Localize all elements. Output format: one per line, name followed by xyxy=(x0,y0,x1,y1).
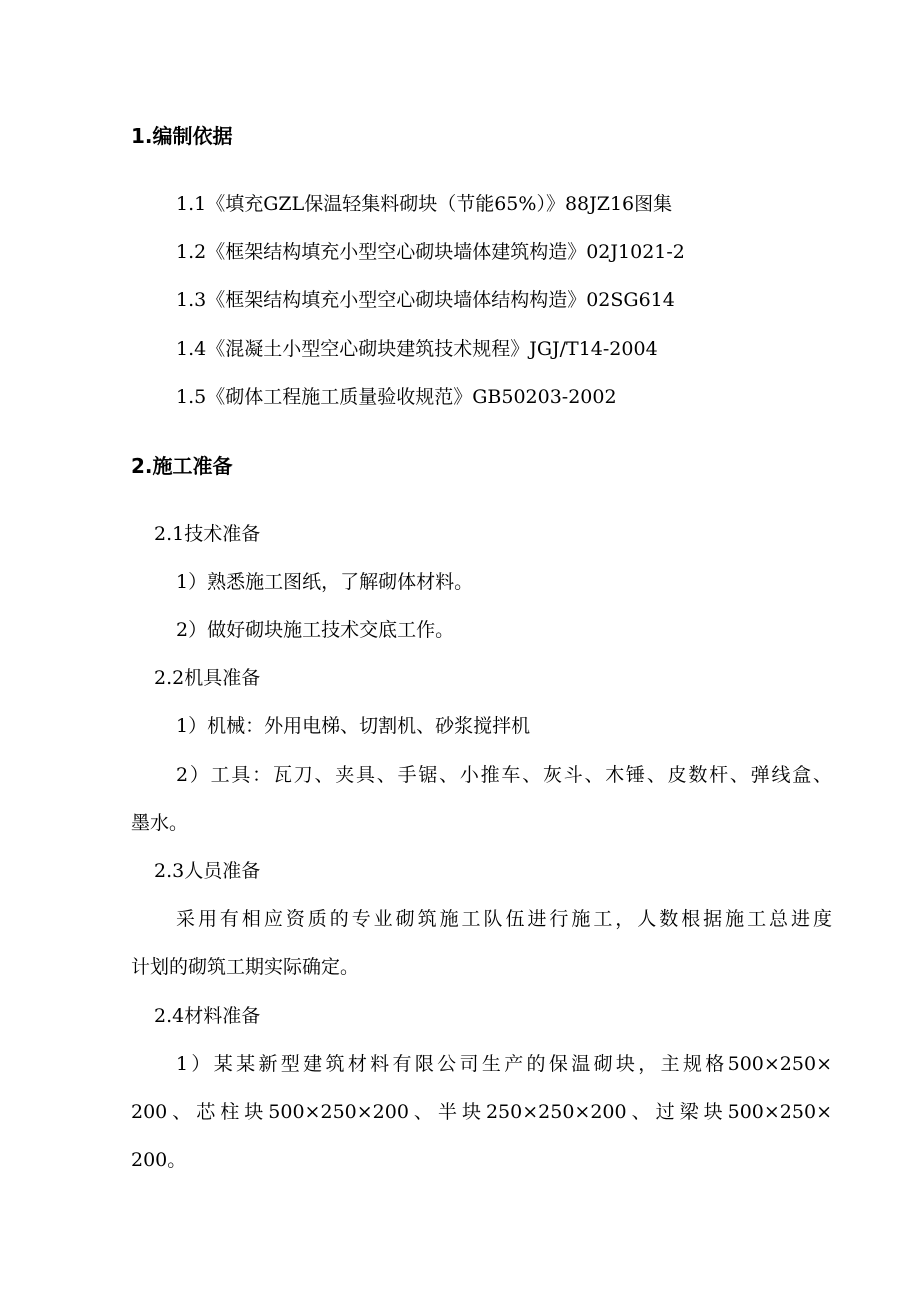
subsection-title-equipment: 2.2机具准备 xyxy=(154,667,261,689)
subsection-title-personnel: 2.3人员准备 xyxy=(154,860,261,882)
section-heading-preparation: 2.施工准备 xyxy=(131,454,233,478)
technical-item-1: 1）熟悉施工图纸，了解砌体材料。 xyxy=(176,571,474,593)
reference-1-4: 1.4《混凝土小型空心砌块建筑技术规程》JGJ/T14-2004 xyxy=(176,338,658,360)
personnel-paragraph-line2: 计划的砌筑工期实际确定。 xyxy=(131,956,360,978)
equipment-item-2-line2: 墨水。 xyxy=(131,812,189,834)
reference-1-5: 1.5《砌体工程施工质量验收规范》GB50203-2002 xyxy=(176,386,617,408)
materials-paragraph-line3: 200。 xyxy=(131,1149,187,1171)
equipment-item-1: 1）机械：外用电梯、切割机、砂浆搅拌机 xyxy=(176,715,531,737)
reference-1-1: 1.1《填充GZL保温轻集料砌块（节能65%）》88JZ16图集 xyxy=(176,193,673,215)
materials-paragraph-line2: 200、芯柱块500×250×200、半块250×250×200、过梁块500×250× xyxy=(131,1101,832,1123)
subsection-title-technical: 2.1技术准备 xyxy=(154,523,261,545)
section-heading-basis: 1.编制依据 xyxy=(131,124,233,148)
reference-1-3: 1.3《框架结构填充小型空心砌块墙体结构构造》02SG614 xyxy=(176,289,675,311)
personnel-paragraph-line1: 采用有相应资质的专业砌筑施工队伍进行施工，人数根据施工总进度 xyxy=(176,908,832,930)
technical-item-2: 2）做好砌块施工技术交底工作。 xyxy=(176,619,455,641)
equipment-item-2-line1: 2）工具：瓦刀、夹具、手锯、小推车、灰斗、木锤、皮数杆、弹线盒、 xyxy=(176,764,832,786)
materials-paragraph-line1: 1）某某新型建筑材料有限公司生产的保温砌块，主规格500×250× xyxy=(176,1053,832,1075)
reference-1-2: 1.2《框架结构填充小型空心砌块墙体建筑构造》02J1021-2 xyxy=(176,241,685,263)
subsection-title-materials: 2.4材料准备 xyxy=(154,1005,261,1027)
